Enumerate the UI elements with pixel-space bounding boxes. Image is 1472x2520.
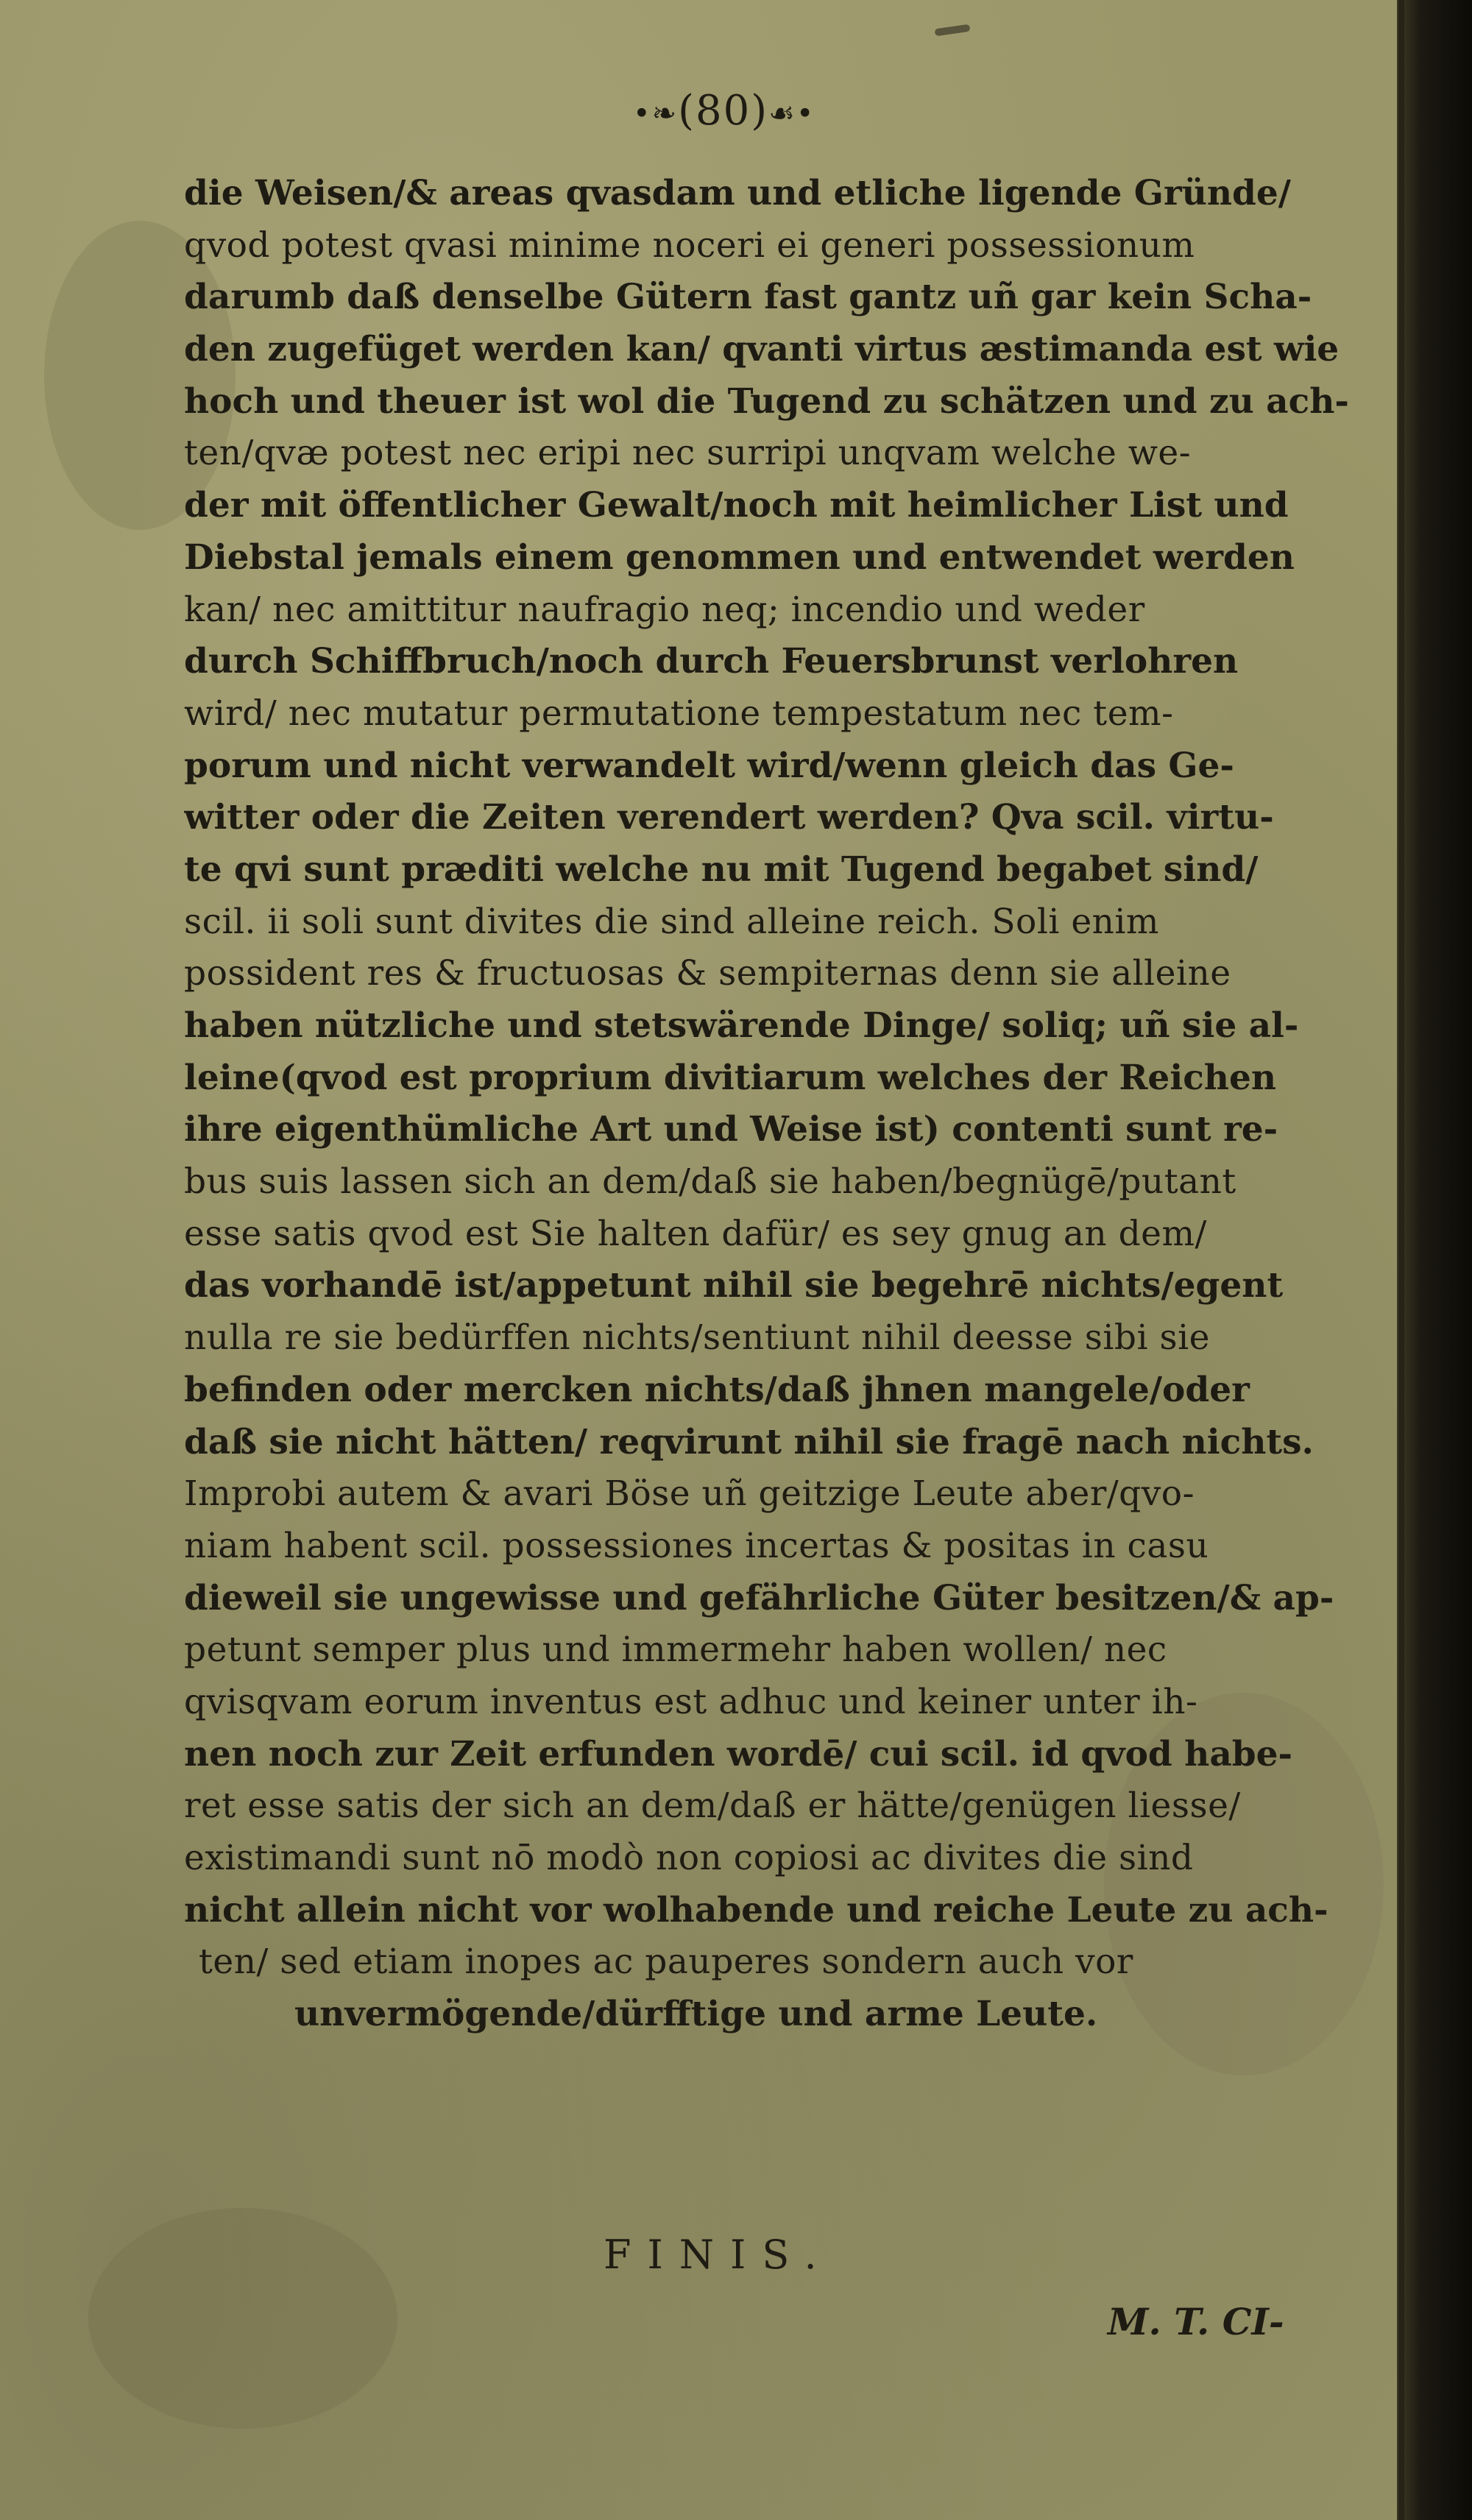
text-line: petunt semper plus und immermehr haben wollen/ nec	[184, 1629, 1167, 1671]
text-line: wird/ nec mutatur permutatione tempestatum nec tem-	[184, 693, 1174, 734]
text-line: ten/ sed etiam inopes ac pauperes sondern auch vor	[199, 1942, 1133, 1983]
text-line: possident res & fructuosas & sempiternas denn sie alleine	[184, 953, 1231, 994]
text-line: te qvi sunt præditi welche nu mit Tugend begabet sind/	[184, 849, 1259, 890]
text-line: dieweil sie ungewisse und gefährliche Güter besitzen/& ap-	[184, 1577, 1334, 1618]
text-line: porum und nicht verwandelt wird/wenn gleich das Ge-	[184, 745, 1234, 786]
header-ornament-left: •❧	[633, 96, 679, 131]
text-line: der mit öffentlicher Gewalt/noch mit heimlicher List und	[184, 485, 1289, 526]
text-line: nen noch zur Zeit erfunden wordē/ cui scil. id qvod habe-	[184, 1733, 1293, 1774]
book-binding-edge	[1398, 0, 1472, 2520]
text-line: daß sie nicht hätten/ reqvirunt nihil sie fragē nach nichts.	[184, 1421, 1314, 1462]
finis-text: FINIS.	[604, 2231, 833, 2278]
text-line: kan/ nec amittitur naufragio neq; incendio und weder	[184, 589, 1145, 630]
text-line: nicht allein nicht vor wolhabende und reiche Leute zu ach-	[184, 1889, 1328, 1930]
text-line: Diebstal jemals einem genommen und entwendet werden	[184, 537, 1295, 578]
text-line: witter oder die Zeiten verendert werden? Qva scil. virtu-	[184, 797, 1274, 838]
text-line: qvisqvam eorum inventus est adhuc und keiner unter ih-	[184, 1681, 1198, 1722]
text-block	[184, 168, 1362, 2041]
text-line: hoch und theuer ist wol die Tugend zu schätzen und zu ach-	[184, 381, 1349, 422]
text-line: leine(qvod est proprium divitiarum welches der Reichen	[184, 1057, 1277, 1098]
text-line: durch Schiffbruch/noch durch Feuersbrunst verlohren	[184, 641, 1239, 682]
text-line: existimandi sunt nō modò non copiosi ac divites die sind	[184, 1838, 1194, 1878]
text-line: ret esse satis der sich an dem/daß er hätte/genügen liesse/	[184, 1785, 1241, 1827]
text-line: den zugefüget werden kan/ qvanti virtus æstimanda est wie	[184, 329, 1340, 370]
page-number: (80)	[678, 87, 769, 135]
header-ornament-right: ☙•	[768, 96, 815, 131]
text-line: ihre eigenthümliche Art und Weise ist) contenti sunt re-	[184, 1109, 1278, 1150]
text-line: darumb daß denselbe Gütern fast gantz uñ gar kein Scha-	[184, 277, 1312, 318]
catchword: M. T. CI-	[1108, 2300, 1284, 2343]
text-line: nulla re sie bedürffen nichts/sentiunt nihil deesse sibi sie	[184, 1317, 1210, 1359]
text-line: das vorhandē ist/appetunt nihil sie begehrē nichts/egent	[184, 1265, 1284, 1306]
page-edge-line	[1397, 0, 1404, 2520]
text-line: die Weisen/& areas qvasdam und etliche ligende Gründe/	[184, 173, 1291, 213]
text-line: esse satis qvod est Sie halten dafür/ es sey gnug an dem/	[184, 1213, 1207, 1254]
ink-mark	[935, 24, 971, 37]
page-header	[633, 87, 927, 135]
text-line: Improbi autem & avari Böse uñ geitzige Leute aber/qvo-	[184, 1473, 1195, 1515]
text-line: haben nützliche und stetswärende Dinge/ soliq; uñ sie al-	[184, 1005, 1299, 1046]
text-line: bus suis lassen sich an dem/daß sie haben/begnügē/putant	[184, 1161, 1236, 1203]
text-line: unvermögende/dürfftige und arme Leute.	[294, 1994, 1098, 2035]
text-line: qvod potest qvasi minime noceri ei generi possessionum	[184, 224, 1195, 266]
text-line: befinden oder mercken nichts/daß jhnen mangele/oder	[184, 1369, 1250, 1410]
paper-stain	[88, 2208, 397, 2429]
text-line: niam habent scil. possessiones incertas & positas in casu	[184, 1525, 1209, 1566]
text-line: ten/qvæ potest nec eripi nec surripi unqvam welche we-	[184, 433, 1192, 474]
text-line: scil. ii soli sunt divites die sind alleine reich. Soli enim	[184, 901, 1160, 942]
